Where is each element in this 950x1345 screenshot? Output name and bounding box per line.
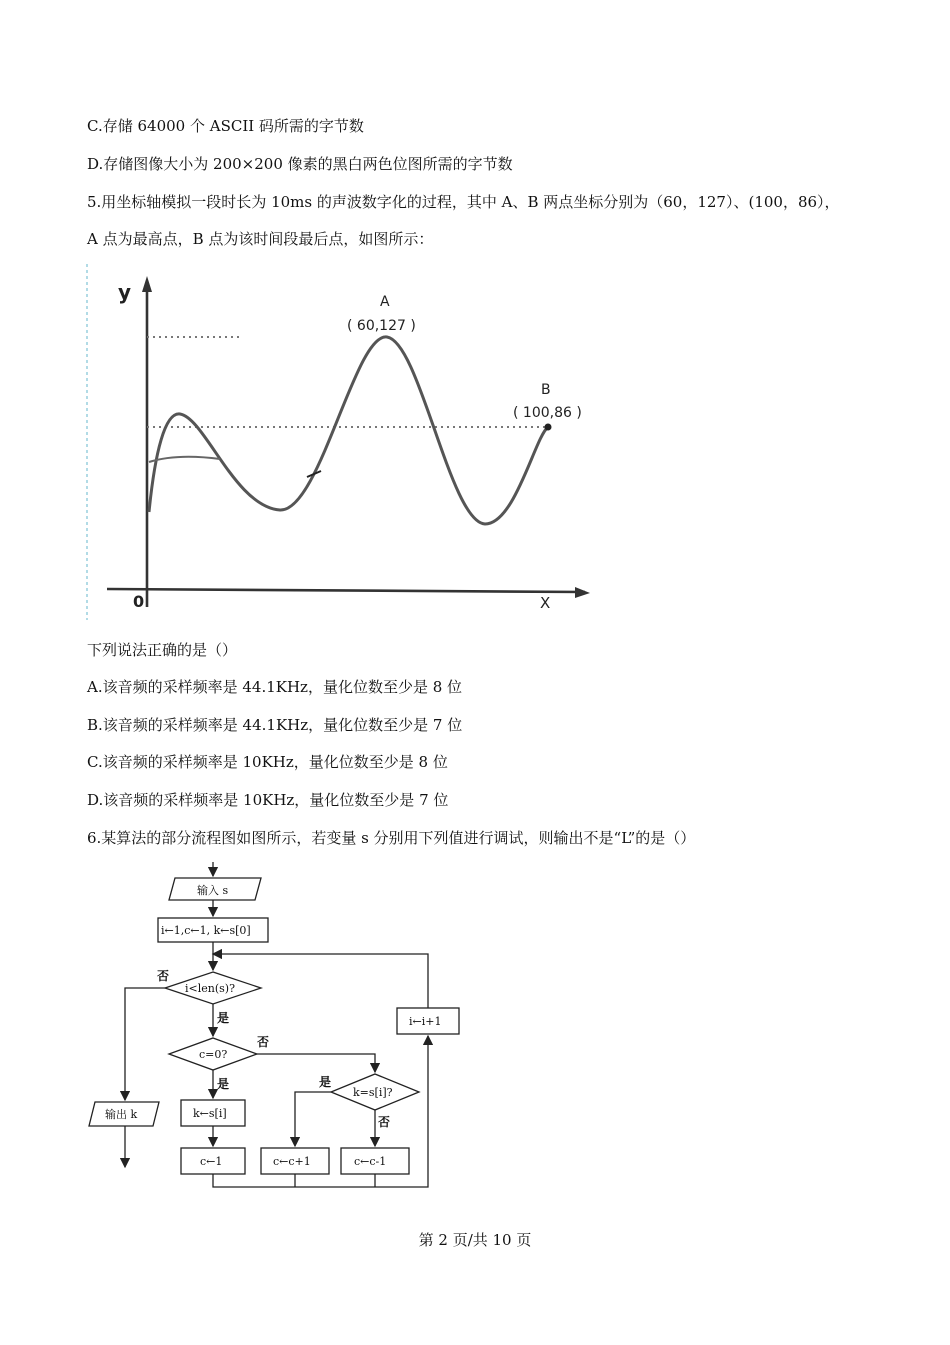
question-5-option-d: D.该音频的采样频率是 10KHz，量化位数至少是 7 位: [87, 791, 449, 809]
point-b-label: B: [541, 382, 551, 398]
i-inc-text: i←i+1: [409, 1015, 442, 1028]
question-5-option-a: A.该音频的采样频率是 44.1KHz，量化位数至少是 8 位: [87, 678, 463, 696]
question-5-option-b: B.该音频的采样频率是 44.1KHz，量化位数至少是 7 位: [87, 716, 463, 734]
sound-wave-figure: [85, 262, 595, 622]
question-5-ask: 下列说法正确的是（）: [87, 641, 238, 659]
x-axis-line: [107, 589, 585, 592]
sketch-stroke: [149, 457, 220, 462]
k-equal-no-label: 否: [378, 1115, 391, 1129]
loop-back-arrow: [213, 954, 428, 984]
loop-yes-label: 是: [217, 1011, 230, 1025]
point-b-coordinate: ( 100,86 ): [513, 405, 582, 421]
question-5-option-c: C.该音频的采样频率是 10KHz，量化位数至少是 8 位: [87, 753, 448, 771]
wave-curve: [149, 337, 548, 524]
origin-label: 0: [133, 592, 145, 611]
y-axis-arrow: [142, 276, 152, 292]
assign-k-text: k←s[i]: [193, 1107, 227, 1120]
c-inc-text: c←c+1: [273, 1155, 311, 1168]
point-b-dot: [545, 424, 552, 431]
y-axis-label: y: [118, 280, 132, 304]
input-text: 输入 s: [197, 884, 229, 897]
c-zero-yes-label: 是: [217, 1077, 230, 1091]
output-text: 输出 k: [105, 1108, 138, 1121]
point-a-coordinate: ( 60,127 ): [347, 318, 416, 334]
arrow-to-c-inc: [295, 1092, 331, 1146]
question-5-stem-continued: A 点为最高点，B 点为该时间段最后点，如图所示：: [87, 230, 434, 248]
option-c-text: C.存储 64000 个 ASCII 码所需的字节数: [87, 117, 364, 135]
point-a-label: A: [380, 294, 390, 310]
arrow-to-k-cond: [257, 1054, 375, 1072]
algorithm-flowchart: [85, 862, 485, 1197]
c-dec-text: c←c-1: [354, 1155, 387, 1168]
c-zero-text: c=0?: [199, 1048, 228, 1061]
page-footer: 第 2 页/共 10 页: [418, 1231, 532, 1249]
k-equal-text: k=s[i]?: [353, 1086, 393, 1099]
loop-no-label: 否: [157, 969, 170, 983]
c-zero-no-label: 否: [257, 1035, 270, 1049]
init-text: i←1,c←1, k←s[0]: [161, 924, 251, 937]
arrow-to-output: [125, 988, 165, 1100]
k-equal-yes-label: 是: [319, 1075, 332, 1089]
question-6-stem: 6.某算法的部分流程图如图所示，若变量 s 分别用下列值进行调试，则输出不是“L”的是（）: [87, 829, 696, 847]
question-5-stem: 5.用坐标轴模拟一段时长为 10ms 的声波数字化的过程，其中 A、B 两点坐标分别为（60，127）、(100，86），: [87, 193, 840, 211]
x-axis-label: X: [540, 594, 551, 612]
x-axis-arrow: [575, 587, 590, 598]
loop-condition-text: i<len(s)?: [185, 982, 235, 995]
c-set-text: c←1: [200, 1155, 223, 1168]
option-d-text: D.存储图像大小为 200×200 像素的黑白两色位图所需的字节数: [87, 155, 513, 173]
